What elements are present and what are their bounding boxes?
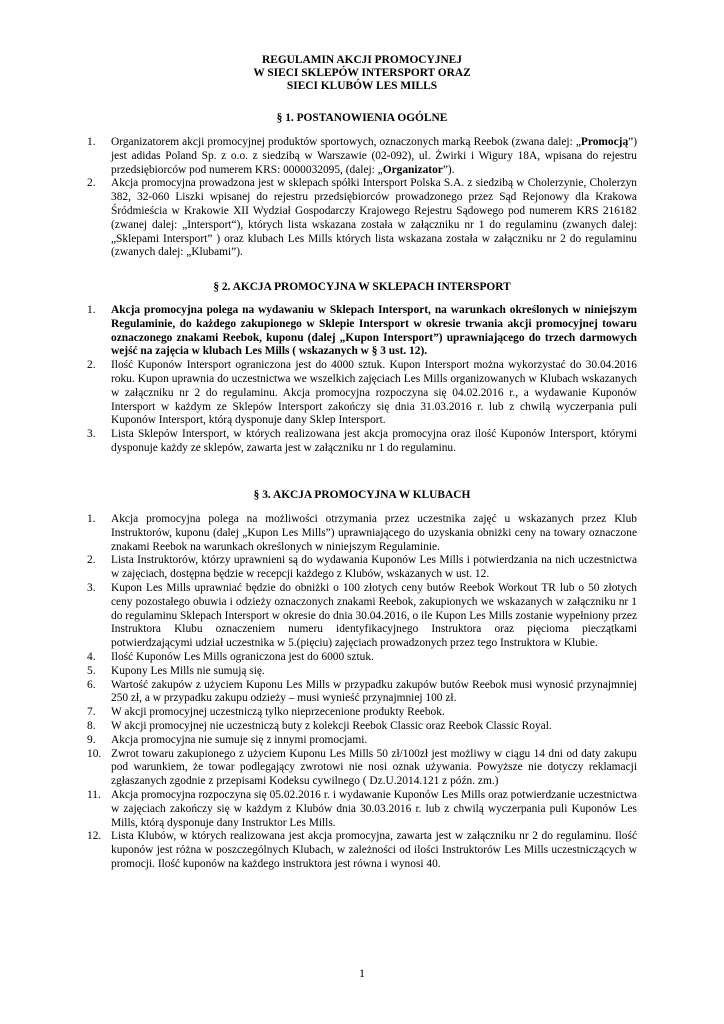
list-item-text: Organizatorem akcji promocyjnej produktów sportowych, oznaczonych marką Reebok (zwana dalej: „ — [111, 136, 581, 148]
list-item-number: 3. — [87, 581, 96, 594]
bold-text: Promocją — [580, 136, 629, 148]
list-item-number: 1. — [87, 513, 96, 525]
list-item — [87, 748, 637, 789]
list-item-text: Ilość Kuponów Intersport ograniczona jest do 4000 sztuk. Kupon Intersport można wykorzystać do 30.04.2016 roku. Kupon uprawnia do uczestnictwa we wszelkich zajęciach Les Mills organizowanych w Klubach wskazanych w załączniku nr 2 do regulaminu. Akcja promocyjna rozpoczyna się 04.02.2016 r., a wydawanie Kuponów Intersport w każdym ze Sklepów Intersport zakończy się dnia 31.03.2016 r. lub z chwilą wyczerpania puli Kuponów Intersport, którą dysponuje dany Sklep Intersport. — [111, 359, 637, 427]
list-item-number: 2. — [87, 359, 96, 372]
list-item — [87, 679, 637, 707]
list-item-text: Wartość zakupów z użyciem Kuponu Les Mills w przypadku zakupów butów Reebok musi wynosić przynajmniej 250 zł, a w przypadku zakupu odzieży – musi wynieść przynajmniej 100 zł. — [111, 678, 637, 705]
list-item-text: ”) jest adidas Poland Sp. z o.o. z siedzibą w Warszawie (02-092), ul. Żwirki i Wigury 18A, wpisana do rejestru przedsiębiorców pod numerem KRS: 0000032095, (dalej: „ — [111, 136, 637, 176]
title-line-2: W SIECI SKLEPÓW INTERSPORT ORAZ — [253, 67, 471, 79]
list-item-text: Lista Klubów, w których realizowana jest akcja promocyjna, zawarta jest w załączniku nr 2 do regulaminu. Ilość kuponów jest różna w poszczególnych Klubach, w zależności od ilości Instruktorów Les Mills uczestniczących w promocji. Ilość kuponów na każdego instruktora jest równa i wynosi 40. — [111, 830, 637, 870]
bold-text: Organizator — [382, 163, 443, 176]
list-item — [87, 706, 637, 720]
section-3-list — [87, 513, 637, 872]
section-1-heading: § 1. POSTANOWIENIA OGÓLNE — [276, 112, 448, 124]
page-number: 1 — [359, 966, 365, 980]
list-item-number: 7. — [87, 706, 96, 719]
document-title — [0, 54, 724, 93]
list-item-text: Akcja promocyjna nie sumuje się z innymi promocjami. — [111, 733, 368, 746]
section-2-list — [87, 304, 637, 456]
list-item-text: Zwrot towaru zakupionego z użyciem Kuponu Les Mills 50 zł/100zł jest możliwy w ciągu 14 dni od daty zakupu pod warunkiem, że towar podlegający zwrotowi nie nosi oznak używania. Powyższe nie dotyczy reklamacji zgłaszanych zgodnie z przepisami Kodeksu cywilnego ( Dz.U.2014.121 z późn. zm.) — [111, 747, 637, 788]
list-item-text: Kupony Les Mills nie sumują się. — [111, 664, 265, 677]
list-item-text: Ilość Kuponów Les Mills ograniczona jest do 6000 sztuk. — [111, 650, 374, 663]
list-item-number: 6. — [87, 678, 96, 691]
list-item — [87, 830, 637, 871]
title-line-1: REGULAMIN AKCJI PROMOCYJNEJ — [262, 54, 462, 66]
list-item-text: ”). — [442, 163, 455, 176]
list-item-number: 5. — [87, 664, 96, 677]
list-item-text: Lista Sklepów Intersport, w których realizowana jest akcja promocyjna oraz ilość Kuponów Intersport, którymi dysponuje każdy ze sklepów, zawarta jest w załączniku nr 1 do regulaminu. — [111, 428, 637, 454]
list-item-number: 11. — [87, 788, 101, 801]
list-item-text: W akcji promocyjnej uczestniczą tylko nieprzecenione produkty Reebok. — [111, 706, 445, 719]
list-item-number: 2. — [87, 554, 96, 567]
list-item-text: Kupon Les Mills uprawniać będzie do obniżki o 100 złotych ceny butów Reebok Workout TR lub o 50 złotych ceny pozostałego obuwia i odzieży oznaczonych znakami Reebok, zakupionych we wskazanych w załączniku nr 1 do regulaminu Sklepach Intersport w okresie do dnia 30.04.2016, o ile Kupon Les Mills zostanie wypełniony przez Instruktora Klubu oznaczeniem numeru identyfikacyjnego Instruktora oraz pięcioma pieczątkami potwierdzającymi udział uczestnika w 5.(pięciu) zajęciach prowadzonych przez tego Instruktora w Klubie. — [111, 581, 637, 650]
list-item-text: Akcja promocyjna polega na możliwości otrzymania przez uczestnika zajęć u wskazanych przez Klub Instruktorów, kuponu (dalej „Kupon Les Mills”) uprawniającego do uzyskania obniżki ceny na towary oznaczone znakami Reebok na warunkach określonych w niniejszym Regulaminie. — [111, 513, 637, 553]
section-3-heading: § 3. AKCJA PROMOCYJNA W KLUBACH — [253, 489, 471, 501]
list-item-number: 1. — [87, 304, 96, 316]
list-item — [87, 651, 637, 665]
list-item — [87, 720, 637, 734]
list-item — [87, 665, 637, 679]
list-item-number: 1. — [87, 136, 96, 148]
title-line-3: SIECI KLUBÓW LES MILLS — [286, 80, 438, 92]
list-item — [87, 582, 637, 651]
list-item-text: W akcji promocyjnej nie uczestniczą buty z kolekcji Reebok Classic oraz Reebok Classic Royal. — [111, 719, 552, 732]
list-item — [87, 177, 637, 260]
list-item — [87, 513, 637, 554]
list-item-number: 8. — [87, 719, 96, 732]
bold-text: Akcja promocyjna polega na wydawaniu w Sklepach Intersport, na warunkach określonych w niniejszym Regulaminie, do każdego zakupionego w Sklepie Intersport w okresie trwania akcji promocyjnej towaru oznaczonego znakami Reebok, kuponu (dalej „Kupon Intersport”) uprawniającego do trzech darmowych wejść na zajęcia w klubach Les Mills ( wskazanych w § 3 ust. 12). — [111, 304, 637, 358]
list-item-text: Akcja promocyjna prowadzona jest w sklepach spółki Intersport Polska S.A. z siedzibą w Cholerzynie, Cholerzyn 382, 32-060 Liszki wpisanej do rejestru przedsiębiorców prowadzonego przez Sąd Rejonowy dla Krakowa Śródmieścia w Krakowie XII Wydział Gospodarczy Krajowego Rejestru Sądowego pod numerem KRS 216182 (zwanej dalej: „Intersport“), których lista wskazana została w załączniku nr 1 do regulaminu (zwanych dalej: „Sklepami Intersport” ) oraz klubach Les Mills których lista wskazana została w załączniku nr 2 do regulaminu (zwanych dalej: „Klubami”). — [111, 177, 637, 259]
section-2-heading: § 2. AKCJA PROMOCYJNA W SKLEPACH INTERSPORT — [213, 281, 511, 293]
list-item — [87, 136, 637, 177]
list-item-text: Lista Instruktorów, którzy uprawnieni są do wydawania Kuponów Les Mills i potwierdzania na nich uczestnictwa w zajęciach, dostępna będzie w recepcji każdego z Klubów, wskazanych w ust. 12. — [111, 554, 637, 581]
list-item — [87, 554, 637, 582]
list-item-number: 12. — [87, 830, 102, 843]
list-item-number: 2. — [87, 177, 96, 190]
list-item — [87, 789, 637, 830]
list-item — [87, 734, 637, 748]
list-item-number: 3. — [87, 428, 96, 441]
list-item-number: 9. — [87, 733, 96, 746]
list-item — [87, 428, 637, 456]
list-item — [87, 304, 637, 359]
section-1-list — [87, 136, 637, 260]
list-item-number: 10. — [87, 747, 102, 760]
list-item — [87, 359, 637, 428]
list-item-number: 4. — [87, 650, 96, 663]
list-item-text: Akcja promocyjna rozpoczyna się 05.02.2016 r. i wydawanie Kuponów Les Mills oraz potwierdzanie uczestnictwa w zajęciach zakończy się w każdym z Klubów dnia 30.03.2016 r. lub z chwilą wyczerpania puli Kuponów Les Mills, którą dysponuje dany Instruktor Les Mills. — [111, 788, 637, 829]
